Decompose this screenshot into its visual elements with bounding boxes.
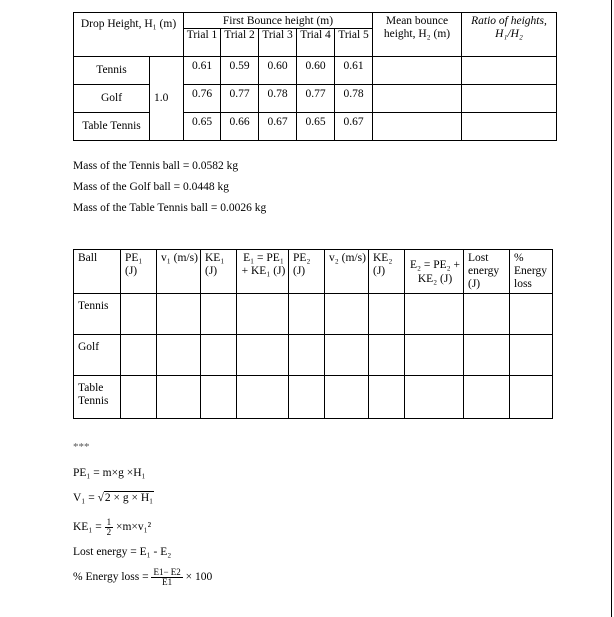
empty-cell [369,376,405,419]
mean-bounce-header: Mean bounce height, H₂ (m) [373,13,462,57]
ball-name: Tennis [74,294,121,335]
trial-5-header [335,29,373,57]
table-row [74,113,557,141]
trial-value: 0.65 [297,113,335,141]
empty-cell [121,294,157,335]
empty-cell [325,376,369,419]
mean-cell [373,57,462,85]
empty-cell [157,335,201,376]
trial-value: 0.77 [221,85,259,113]
lost-energy-formula: Lost energy = E₁ - E₂ [73,546,172,558]
empty-cell [369,335,405,376]
empty-cell [201,376,237,419]
pe2-header: PE₂ (J) [289,250,325,294]
first-bounce-header: First Bounce height (m) [184,13,373,29]
v1-formula [73,491,154,504]
mass-tennis: Mass of the Tennis ball = 0.0582 kg [73,160,239,172]
percent-loss-header: % Energy loss [510,250,553,294]
trial-label: Trial 4 [300,29,331,42]
trial-4-header [297,29,335,57]
v1-lhs: V₁ = [73,492,98,504]
empty-cell [405,335,464,376]
energy-table [73,249,553,419]
trial-value: 0.76 [184,85,221,113]
empty-cell [464,376,510,419]
trial-value: 0.77 [297,85,335,113]
drop-height-header: Drop Height, H₁ (m) [74,13,184,57]
pct-lhs: % Energy loss = [73,571,152,584]
trial-value: 0.60 [297,57,335,85]
ball-name: Table Tennis [74,376,121,419]
trial-label: Trial 1 [186,29,218,42]
empty-cell [157,294,201,335]
trial-value: 0.78 [335,85,373,113]
trial-value: 0.78 [259,85,297,113]
table-row [74,335,553,376]
v1-radicand: 2 × g × H₁ [104,492,154,504]
empty-cell [405,294,464,335]
trial-label: Trial 3 [262,29,293,42]
fraction-numerator: E1− E2 [153,567,181,577]
trial-value: 0.59 [221,57,259,85]
empty-cell [157,376,201,419]
trial-value: 0.67 [335,113,373,141]
empty-cell [121,335,157,376]
separator-stars: *** [73,441,90,453]
empty-cell [464,335,510,376]
empty-cell [121,376,157,419]
empty-cell [201,294,237,335]
half-fraction [105,518,114,537]
empty-cell [237,294,289,335]
e1-header: E₁ = PE₁ + KE₁ (J) [237,250,289,294]
v2-header: v₂ (m/s) [325,250,369,294]
mean-cell [373,85,462,113]
mean-cell [373,113,462,141]
empty-cell [510,335,553,376]
bounce-height-table [73,12,557,141]
empty-cell [237,376,289,419]
empty-cell [325,294,369,335]
trial-value: 0.61 [335,57,373,85]
trial-label: Trial 2 [224,29,255,42]
mass-table-tennis: Mass of the Table Tennis ball = 0.0026 kg [73,202,267,214]
trial-value: 0.65 [184,113,221,141]
fraction-denominator: 2 [106,527,112,537]
empty-cell [289,376,325,419]
drop-height-value: 1.0 [149,57,183,141]
empty-cell [464,294,510,335]
empty-cell [201,335,237,376]
e2-header: E₂ = PE₂ + KE₂ (J) [405,250,464,294]
trial-3-header [259,29,297,57]
trial-label: Trial 5 [338,29,369,42]
lost-energy-header: Lost energy (J) [464,250,510,294]
empty-cell [510,294,553,335]
table-row [74,85,557,113]
percent-loss-formula [73,568,212,587]
pe1-formula: PE₁ = m×g ×H₁ [73,467,146,479]
trial-value: 0.66 [221,113,259,141]
ratio-header: Ratio of heights, H₁/H₂ [462,13,557,57]
ke1-rhs: ×m×v₁² [113,521,152,534]
table-row [74,294,553,335]
table-row [74,57,557,85]
empty-cell [325,335,369,376]
pct-rhs: × 100 [182,571,213,584]
pe1-header: PE₁ (J) [121,250,157,294]
ke2-header: KE₂ (J) [369,250,405,294]
energy-fraction [151,568,182,587]
trial-value: 0.60 [259,57,297,85]
empty-cell [405,376,464,419]
empty-cell [237,335,289,376]
trial-2-header [221,29,259,57]
empty-cell [289,294,325,335]
empty-cell [289,335,325,376]
ratio-cell [462,85,557,113]
ball-name: Golf [74,85,150,113]
ball-name: Tennis [74,57,150,85]
trial-value: 0.67 [259,113,297,141]
ratio-cell [462,113,557,141]
ke1-header: KE₁ (J) [201,250,237,294]
empty-cell [510,376,553,419]
ke1-formula [73,518,151,537]
trial-1-header [184,29,221,57]
fraction-denominator: E1 [162,577,173,587]
ball-name: Table Tennis [74,113,150,141]
empty-cell [369,294,405,335]
mass-golf: Mass of the Golf ball = 0.0448 kg [73,181,229,193]
ball-header: Ball [74,250,121,294]
ratio-cell [462,57,557,85]
table-row [74,376,553,419]
trial-value: 0.61 [184,57,221,85]
sqrt-sign: √ [97,492,104,504]
fraction-numerator: 1 [106,517,112,527]
ke1-lhs: KE₁ = [73,521,105,534]
v1-header: v₁ (m/s) [157,250,201,294]
page-edge [611,0,612,617]
ball-name: Golf [74,335,121,376]
